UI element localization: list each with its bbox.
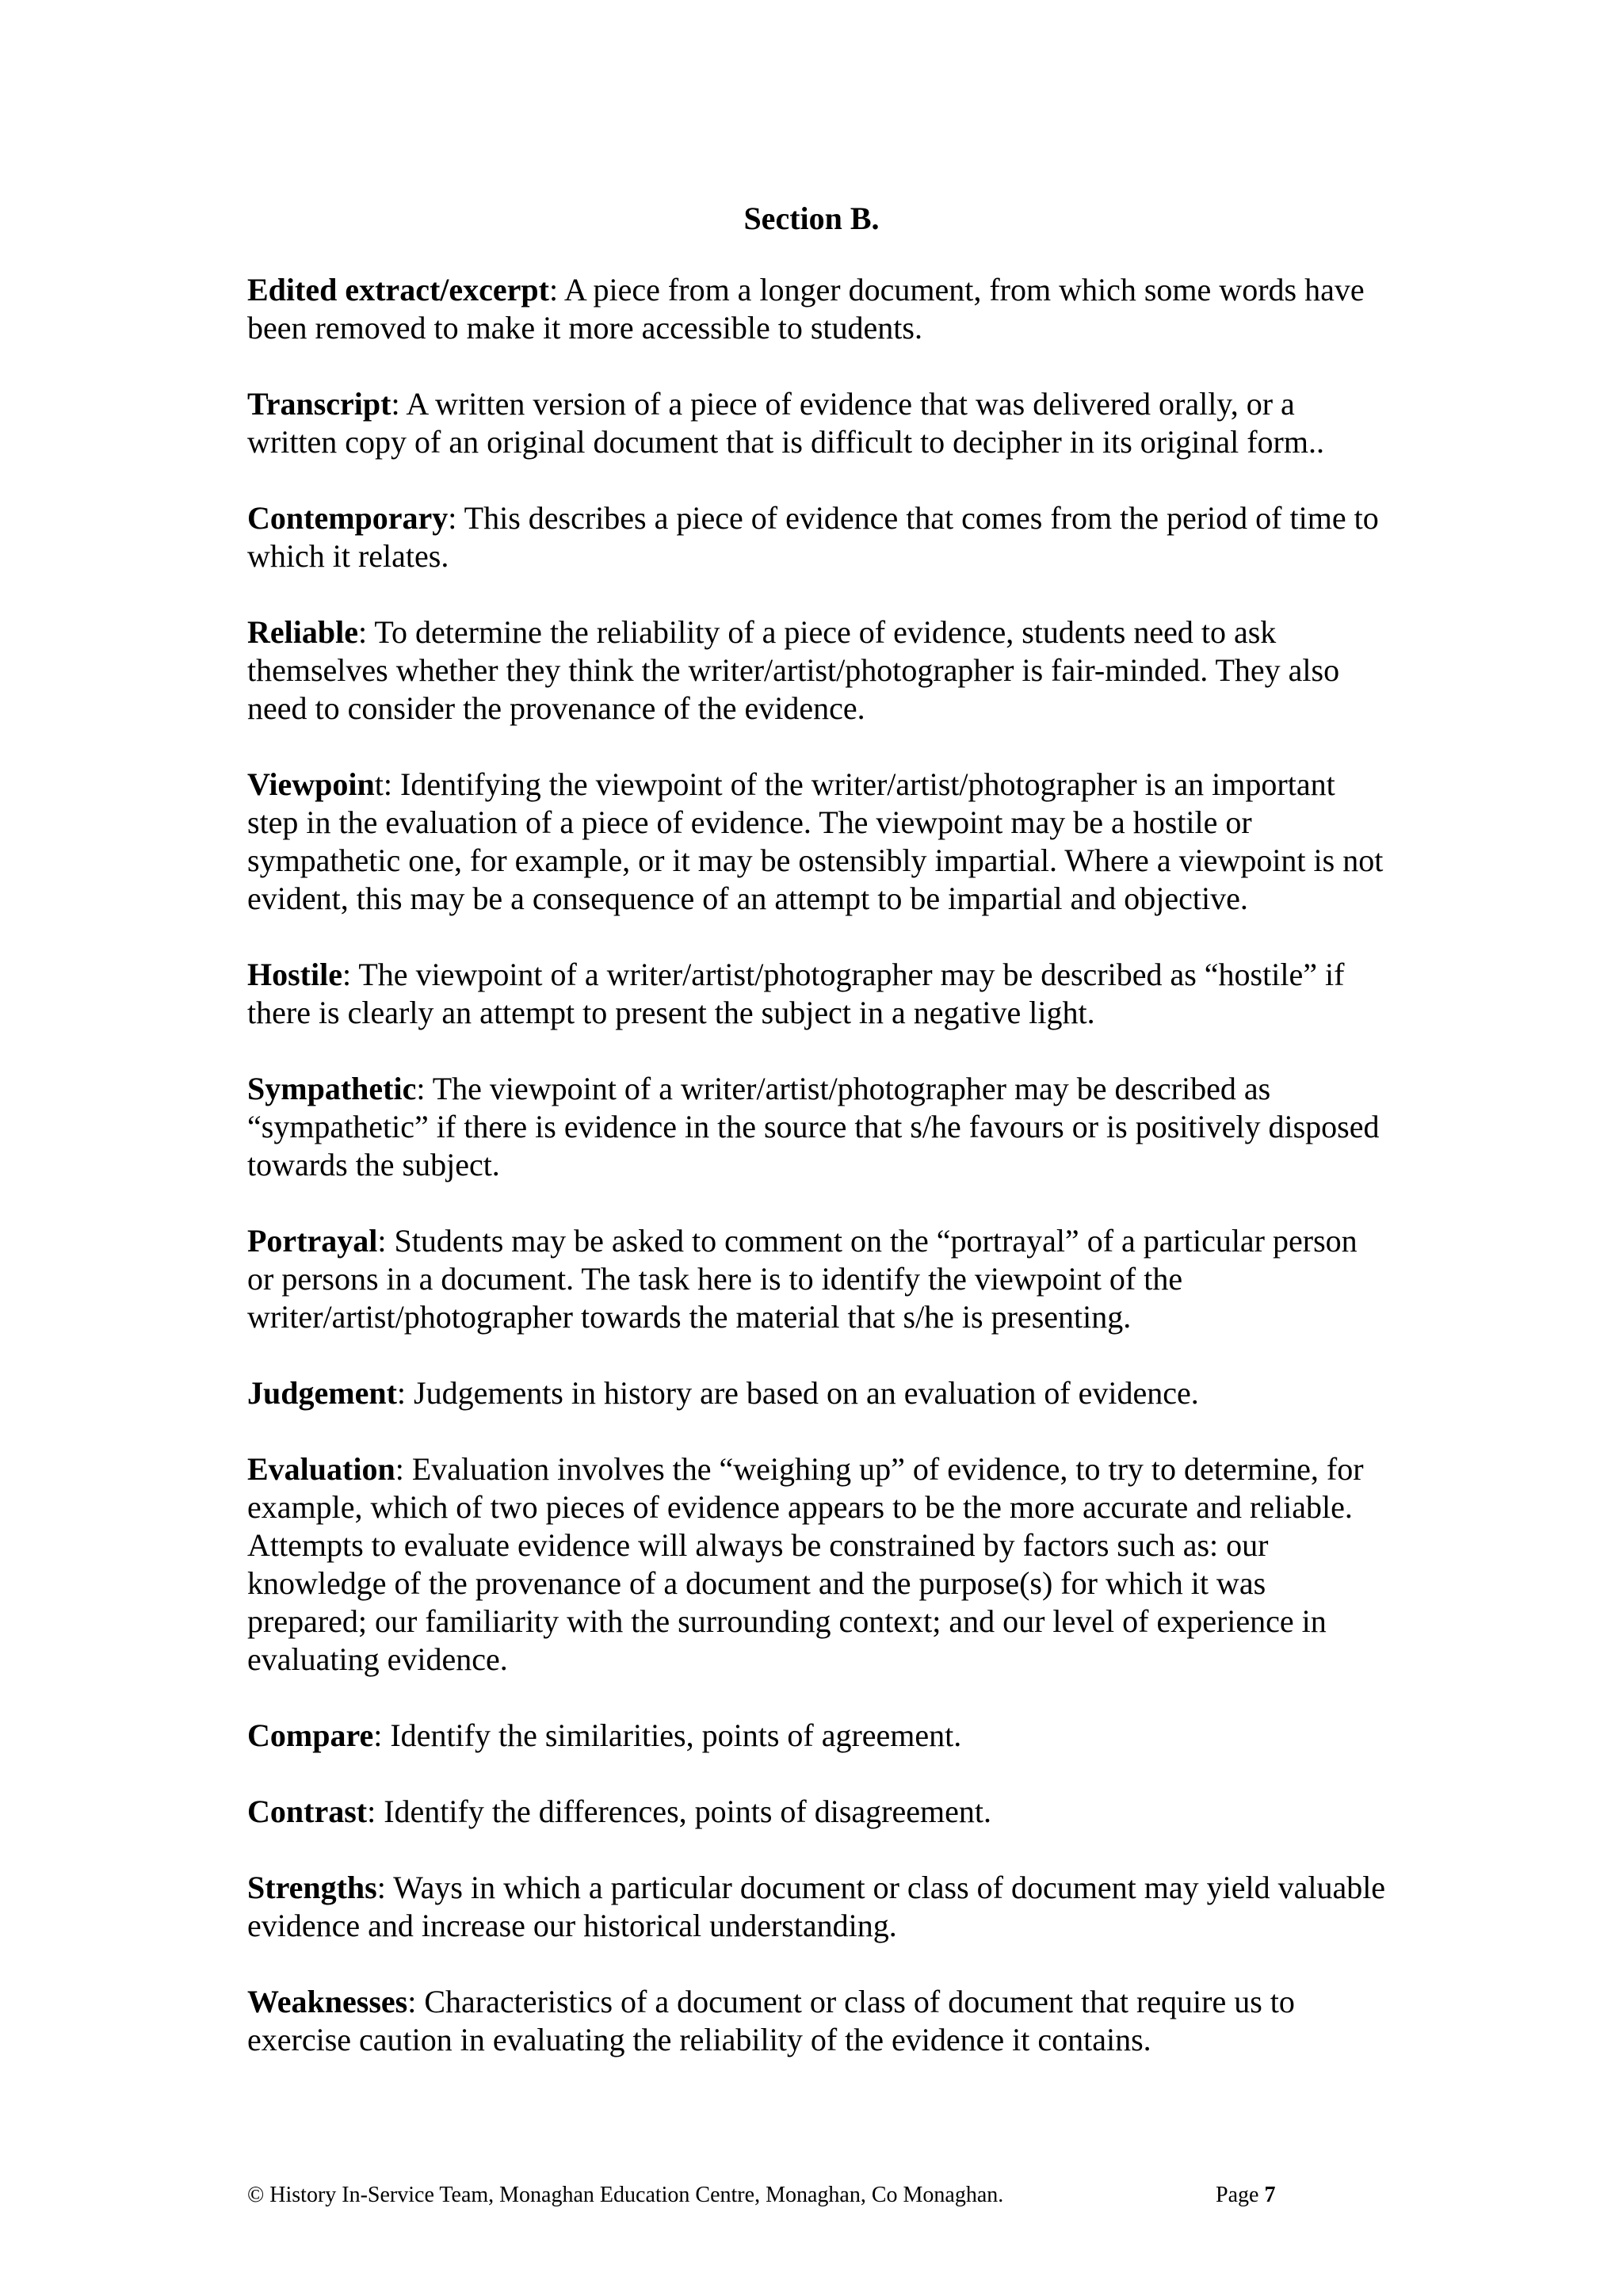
page-number: 7 xyxy=(1264,2183,1276,2207)
glossary-definition: : Identifying the viewpoint of the writer/artist/photographer is an important step in the evaluation of a piece of evidence. The viewpoint may be a hostile or sympathetic one, for example, or it may be ostensibly impartial. Where a viewpoint is not evident, this may be a consequence of an attempt to be impartial and objective. xyxy=(247,766,1384,916)
glossary-term: Edited extract/excerpt xyxy=(247,272,549,308)
glossary-term-tail: t xyxy=(374,766,384,802)
glossary-term: Hostile xyxy=(247,957,342,992)
glossary-entry-sympathetic xyxy=(247,1070,1388,1184)
glossary-definition: : Ways in which a particular document or class of document may yield valuable evidence and increase our historical understanding. xyxy=(247,1870,1386,1943)
glossary-definition: : A piece from a longer document, from which some words have been removed to make it more accessible to students. xyxy=(247,272,1365,346)
glossary-definition: : Students may be asked to comment on the “portrayal” of a particular person or persons in a document. The task here is to identify the viewpoint of the writer/artist/photographer towards the material that s/he is presenting. xyxy=(247,1223,1358,1335)
glossary-definition: : A written version of a piece of evidence that was delivered orally, or a written copy of an original document that is difficult to decipher in its original form.. xyxy=(247,386,1324,460)
section-title: Section B. xyxy=(743,201,880,236)
glossary-definition: : The viewpoint of a writer/artist/photographer may be described as “hostile” if there is clearly an attempt to present the subject in a negative light. xyxy=(247,957,1345,1030)
glossary-entry-edited-extract xyxy=(247,271,1388,347)
glossary-list xyxy=(247,271,1388,2097)
glossary-term: Contrast xyxy=(247,1794,368,1829)
glossary-term: Strengths xyxy=(247,1870,377,1905)
glossary-term: Sympathetic xyxy=(247,1071,417,1106)
glossary-entry-compare xyxy=(247,1717,1388,1755)
page-label: Page xyxy=(1216,2183,1259,2207)
glossary-entry-reliable xyxy=(247,613,1388,728)
footer-page-indicator xyxy=(1216,2181,1275,2210)
glossary-term: Reliable xyxy=(247,614,358,650)
glossary-definition: : To determine the reliability of a piece of evidence, students need to ask themselves whether they think the writer/artist/photographer is fair-minded. They also need to consider the provenance of the evidence. xyxy=(247,614,1340,726)
glossary-entry-transcript xyxy=(247,385,1388,461)
glossary-entry-judgement xyxy=(247,1374,1388,1412)
glossary-definition: : Judgements in history are based on an evaluation of evidence. xyxy=(396,1375,1199,1411)
glossary-entry-viewpoint xyxy=(247,766,1388,918)
footer-copyright: © History In-Service Team, Monaghan Education Centre, Monaghan, Co Monaghan. xyxy=(247,2183,1004,2207)
glossary-entry-contemporary xyxy=(247,499,1388,575)
glossary-definition: : Identify the similarities, points of agreement. xyxy=(373,1717,962,1753)
glossary-entry-evaluation xyxy=(247,1450,1388,1679)
glossary-term: Contemporary xyxy=(247,500,449,536)
glossary-term: Viewpoin xyxy=(247,766,375,802)
glossary-term: Evaluation xyxy=(247,1451,395,1487)
glossary-entry-contrast xyxy=(247,1793,1388,1831)
glossary-definition: : The viewpoint of a writer/artist/photographer may be described as “sympathetic” if there is evidence in the source that s/he favours or is positively disposed towards the subject. xyxy=(247,1071,1380,1182)
glossary-entry-hostile xyxy=(247,956,1388,1032)
glossary-entry-portrayal xyxy=(247,1222,1388,1336)
glossary-term: Compare xyxy=(247,1717,374,1753)
glossary-term: Transcript xyxy=(247,386,391,422)
glossary-definition: : This describes a piece of evidence that comes from the period of time to which it relates. xyxy=(247,500,1379,574)
glossary-entry-weaknesses xyxy=(247,1983,1388,2059)
glossary-term: Judgement xyxy=(247,1375,397,1411)
glossary-definition: : Identify the differences, points of disagreement. xyxy=(367,1794,991,1829)
glossary-entry-strengths xyxy=(247,1869,1388,1945)
glossary-term: Weaknesses xyxy=(247,1984,408,2019)
glossary-term: Portrayal xyxy=(247,1223,378,1259)
glossary-definition: : Characteristics of a document or class of document that require us to exercise caution in evaluating the reliability of the evidence it contains. xyxy=(247,1984,1295,2057)
glossary-definition: : Evaluation involves the “weighing up” of evidence, to try to determine, for example, which of two pieces of evidence appears to be the more accurate and reliable. Attempts to evaluate evidence will always be constrained by factors such as: our knowledge of the provenance of a document and the purpose(s) for which it was prepared; our familiarity with the surrounding context; and our level of experience in evaluating evidence. xyxy=(247,1451,1364,1677)
